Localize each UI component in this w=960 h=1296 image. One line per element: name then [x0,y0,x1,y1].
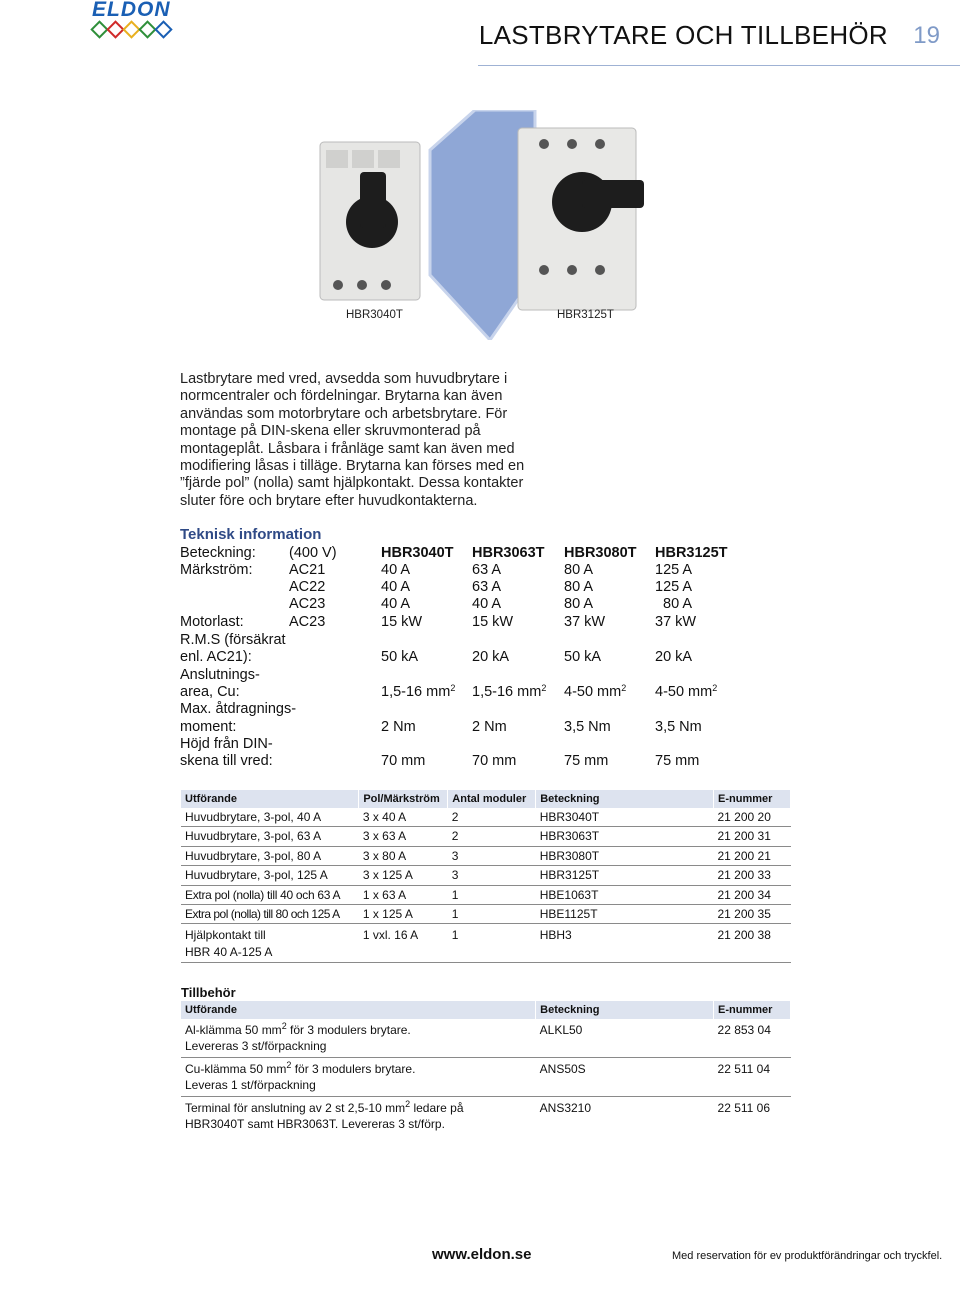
table-header-row [181,1001,791,1019]
cell-line: Hjälpkontakt till [185,928,266,943]
tech-value: 20 kA [655,649,693,665]
footer-url[interactable]: www.eldon.se [432,1246,532,1263]
tech-label: enl. AC21): [180,649,252,665]
cell: Extra pol (nolla) till 80 och 125 A [181,904,359,923]
eldon-logo [88,0,188,56]
tech-value: 63 A [472,579,502,595]
table-row [181,1058,791,1097]
tech-sublabel: (400 V) [289,545,337,561]
cell: ALKL50 [536,1019,714,1058]
cell: 21 200 21 [714,846,791,865]
table-row [181,827,791,846]
cell: 21 200 35 [714,904,791,923]
tech-label: Max. åtdragnings- [180,701,297,717]
tech-value: 80 A [564,562,594,578]
tech-value: 125 A [655,579,693,595]
tech-value: 2 Nm [381,719,416,735]
cell: 21 200 20 [714,808,791,827]
tech-value: 3,5 Nm [655,719,702,735]
product-description: Lastbrytare med vred, avsedda som huvudbrytare i normcentraler och fördelningar. Brytarna kan även användas som motorbrytare och arbetsbrytare. För montage på DIN-skena eller skruvmonterad på montageplåt. Låsbara i frånläge samt kan även med modifiering låsas i tilläge. Brytarna kan förses med en ”fjärde pol” (nolla) samt hjälpkontakt. Dessa kontakter sluter före och brytare efter huvudkontakterna. [180,371,525,509]
table-row [181,1019,791,1058]
table-row [181,846,791,865]
column-header: Utförande [181,790,359,808]
cell: HBE1063T [536,885,714,904]
tech-model: HBR3125T [655,545,728,561]
tech-value: 80 A [564,596,594,612]
cell: 22 853 04 [714,1019,791,1058]
column-header: Pol/Märkström [359,790,448,808]
cell: 1 [448,924,536,963]
tech-value: 1,5-16 $mm^2$ [381,683,456,700]
tech-value: 63 A [472,562,502,578]
cell: 21 200 34 [714,885,791,904]
accessories-table [181,1001,791,1135]
cell: 3 x 63 A [359,827,448,846]
cell: HBE1125T [536,904,714,923]
cell: Extra pol (nolla) till 40 och 63 A [181,885,359,904]
footer-disclaimer: Med reservation för ev produktförändringar och tryckfel. [672,1250,943,1262]
cell: HBR3063T [536,827,714,846]
table-header-row [181,790,791,808]
cell: 3 x 40 A [359,808,448,827]
tech-value: 1,5-16 $mm^2$ [472,683,547,700]
cell: Huvudbrytare, 3-pol, 63 A [181,827,359,846]
tech-value: 40 A [381,579,411,595]
cell-line: HBR 40 A-125 A [185,944,273,959]
cell: 21 200 31 [714,827,791,846]
tech-value: 40 A [381,562,411,578]
logo-diamonds-icon [88,18,174,46]
cell: 3 [448,846,536,865]
tech-label: area, Cu: [180,684,240,700]
tech-label: Beteckning: [180,545,256,561]
tech-value: 40 A [472,596,502,612]
cell: HBR3080T [536,846,714,865]
cell-line: Leveras 1 st/förpackning [185,1078,316,1092]
cell: 2 [448,827,536,846]
cell: 1 vxl. 16 A [359,924,448,963]
cell: 3 [448,866,536,885]
tech-label: moment: [180,719,237,735]
tech-value: 50 kA [564,649,602,665]
tech-label: Höjd från DIN- [180,736,273,752]
column-header: E-nummer [714,790,791,808]
tech-value: 3,5 Nm [564,719,611,735]
accessories-heading: Tillbehör [181,985,236,1000]
page-title: LASTBRYTARE OCH TILLBEHÖR [478,20,888,50]
cell: Huvudbrytare, 3-pol, 40 A [181,808,359,827]
tech-label: skena till vred: [180,753,273,769]
tech-label: Anslutnings- [180,667,260,683]
tech-value: 4-50 $mm^2$ [564,683,627,700]
tech-label: Märkström: [180,562,253,578]
tech-sublabel: AC23 [289,596,326,612]
column-header: Utförande [181,1001,536,1019]
cell: HBH3 [536,924,714,963]
tech-value: 50 kA [381,649,419,665]
cell: 22 511 06 [717,1101,771,1115]
column-header: E-nummer [714,1001,791,1019]
column-header: Beteckning [536,1001,714,1019]
tech-value: 15 kW [472,614,514,630]
caption-right: HBR3125T [557,309,614,321]
cell: 21 200 38 [714,924,791,963]
cell: 2 [448,808,536,827]
tech-value: 75 mm [564,753,609,769]
tech-model: HBR3080T [564,545,637,561]
tech-value: 20 kA [472,649,510,665]
tech-value: 80 A [564,579,594,595]
page-number: 19 [913,22,940,49]
table-row [181,924,791,963]
cell: 1 x 125 A [359,904,448,923]
header-divider [478,65,960,66]
tech-value: 4-50 $mm^2$ [655,683,718,700]
cell: ANS50S [536,1058,714,1097]
tech-sublabel: AC22 [289,579,326,595]
cell: 1 [448,885,536,904]
tech-value: 70 mm [472,753,517,769]
cell: Huvudbrytare, 3-pol, 80 A [181,846,359,865]
tech-value: 75 mm [655,753,700,769]
table-row [181,885,791,904]
tech-label: R.M.S (försäkrat [180,632,286,648]
cell [181,1058,536,1097]
tech-sublabel: AC21 [289,562,326,578]
cell: ANS3210 [539,1101,592,1115]
caption-left: HBR3040T [346,309,403,321]
table-row [181,904,791,923]
cell: 1 [448,904,536,923]
tech-value: 125 A [655,562,693,578]
logo-wordmark: ELDON [92,0,171,21]
tech-value: 15 kW [381,614,423,630]
tech-model: HBR3063T [472,545,545,561]
table-row [181,808,791,827]
cell-line: HBR3040T samt HBR3063T. Levereras 3 st/förp. [185,1117,445,1131]
tech-value: 2 Nm [472,719,507,735]
cell-line: Levereras 3 st/förpackning [185,1039,327,1053]
cell: 21 200 33 [714,866,791,885]
cell: 1 x 63 A [359,885,448,904]
column-header: Beteckning [536,790,714,808]
table-row [181,1097,791,1136]
table-row [181,866,791,885]
models-table [181,790,791,963]
tech-model: HBR3040T [381,545,454,561]
cell: HBR3125T [536,866,714,885]
cell: 3 x 125 A [359,866,448,885]
cell: Huvudbrytare, 3-pol, 125 A [181,866,359,885]
tech-value: 37 kW [655,614,697,630]
tech-value: 40 A [381,596,411,612]
tech-value: 37 kW [564,614,606,630]
tech-heading: Teknisk information [180,526,322,543]
cell-line: Al-klämma 50 $mm^2$ för 3 modulers brytare. [185,1021,411,1037]
tech-value: 70 mm [381,753,426,769]
cell [181,1019,536,1058]
cell-line: Cu-klämma 50 $mm^2$ för 3 modulers brytare. [185,1060,416,1076]
cell: 22 511 04 [714,1058,791,1097]
cell: 3 x 80 A [359,846,448,865]
tech-sublabel: AC23 [289,614,326,630]
column-header: Antal moduler [448,790,536,808]
product-photo [300,110,660,340]
tech-value: 80 A [663,596,693,612]
cell-line: Terminal för anslutning av 2 st 2,5-10 $mm^2$ ledare på [185,1099,464,1115]
cell: HBR3040T [536,808,714,827]
tech-label: Motorlast: [180,614,244,630]
cell [181,924,359,963]
cell [181,1097,536,1136]
